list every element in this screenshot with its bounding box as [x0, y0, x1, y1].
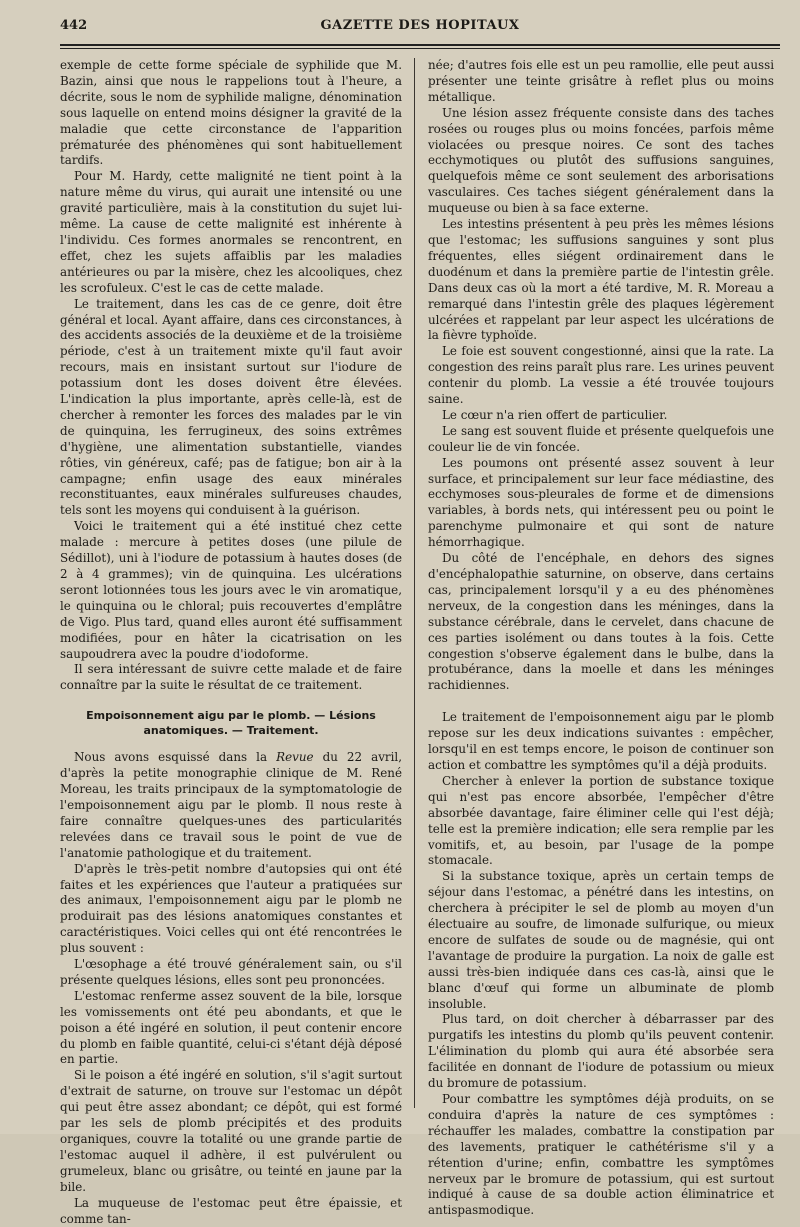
page-header [60, 18, 780, 40]
paragraph: Une lésion assez fréquente consiste dans des taches rosées ou rouges plus ou moins foncées, parfois même violacées ou presque noires. Ce sont des taches ecchymotiques ou plutôt des suffusions sanguines, quelquefois même ce sont seulement des arborisations vasculaires. Ces taches siégent généralement dans la muqueuse ou bien à sa face externe. [428, 105, 774, 216]
header-rule [60, 44, 780, 46]
paragraph: L'œsophage a été trouvé généralement sain, ou s'il présente quelques lésions, elles sont peu prononcées. [60, 957, 402, 987]
paragraph: L'estomac renferme assez souvent de la bile, lorsque les vomissements ont été peu abondants, et que le poison a été ingéré en solution, il peut contenir encore du plomb en faible quantité, celui-ci s'étant déjà déposé en partie. [60, 988, 402, 1067]
paragraph: Si le poison a été ingéré en solution, s'il s'agit surtout d'extrait de saturne, on trouve sur l'estomac un dépôt qui peut être assez abondant; ce dépôt, qui est formé par les sels de plomb précipités et des produits organiques, couvre la totalité ou une grande partie de l'estomac auquel il adhère, il est pulvérulent ou grumeleux, blanc ou grisâtre, ou teinté en jaune par la bile. [60, 1068, 402, 1194]
running-title: GAZETTE DES HOPITAUX [320, 18, 520, 33]
paragraph: Il sera intéressant de suivre cette malade et de faire connaître par la suite le résultat de ce traitement. [60, 662, 402, 693]
header-rule-thin [60, 48, 780, 49]
paragraph: La muqueuse de l'estomac peut être épaissie, et comme tan- [60, 1195, 402, 1226]
paragraph: Chercher à enlever la portion de substance toxique qui n'est pas encore absorbée, l'empêcher d'être absorbée davantage, faire éliminer celle qui l'est déjà; telle est la première indication; elle sera remplie par les vomitifs, et, au besoin, par l'usage de la pompe stomacale. [428, 773, 774, 868]
paragraph-text: Nous avons esquissé dans la [74, 750, 277, 765]
paragraph: Le traitement, dans les cas de ce genre, doit être général et local. Ayant affaire, dans ces circonstances, à des accidents associés de la deuxième et de la troisième période, c'est à un traitement mixte qu'il faut avoir recours, mais en insistant surtout sur l'iodure de potassium dont les doses doivent être élevées. L'indication la plus importante, après celle-là, est de chercher à remonter les forces des malades par le vin de quinquina, les ferrugineux, des soins extrêmes d'hygiène, une alimentation substantielle, viandes rôties, vin généreux, café; pas de fatigue; bon air à la campagne; enfin usage des eaux minérales reconstituantes, eaux minérales sulfureuses chaudes, tels sont les moyens qui conduisent à la guérison. [60, 296, 402, 518]
paragraph-gap [428, 694, 774, 710]
right-column [428, 58, 774, 1219]
paragraph: D'après le très-petit nombre d'autopsies qui ont été faites et les expériences que l'auteur a pratiquées sur des animaux, l'empoisonnement aigu par le plomb ne produirait pas des lésions anatomiques constantes et caractéristiques. Voici celles qui ont été rencontrées le plus souvent : [60, 861, 402, 956]
paragraph: Si la substance toxique, après un certain temps de séjour dans l'estomac, a pénétré dans les intestins, on cherchera à précipiter le sel de plomb au moyen d'un électuaire au soufre, de limonade sulfurique, ou mieux encore de sulfates de soude ou de magnésie, qui ont l'avantage de produire la purgation. La noix de galle est aussi très-bien indiquée dans ces cas-là, ainsi que le blanc d'œuf qui forme un albuminate de plomb insoluble. [428, 869, 774, 1011]
paragraph: Les intestins présentent à peu près les mêmes lésions que l'estomac; les suffusions sanguines y sont plus fréquentes, elles siégent ordinairement dans le duodénum et dans la première partie de l'intestin grêle. Dans deux cas où la mort a été tardive, M. R. Moreau a remarqué dans l'intestin grêle des plaques légèrement ulcérées et rappelant par leur aspect les ulcérations de la fièvre typhoïde. [428, 217, 774, 343]
paragraph: Le sang est souvent fluide et présente quelquefois une couleur lie de vin foncée. [428, 423, 774, 454]
paragraph: Les poumons ont présenté assez souvent à leur surface, et principalement sur leur face médiastine, des ecchymoses sous-pleurales de forme et de dimensions variables, à bords nets, qui intéressent peu ou point le parenchyme pulmonaire et qui sont de nature hémorrhagique. [428, 455, 774, 550]
paragraph: Pour M. Hardy, cette malignité ne tient point à la nature même du virus, qui aurait une intensité ou une gravité particulière, mais à la constitution du sujet lui-même. La cause de cette malignité est inhérente à l'individu. Ces formes anormales se rencontrent, en effet, chez les sujets affaiblis par les maladies antérieures ou par la misère, chez les alcooliques, chez les scrofuleux. C'est le cas de cette malade. [60, 169, 402, 295]
page-number: 442 [60, 18, 88, 33]
journal-name: Revue [276, 750, 314, 765]
paragraph: Voici le traitement qui a été institué chez cette malade : mercure à petites doses (une pilule de Sédillot), uni à l'iodure de potassium à hautes doses (de 2 à 4 grammes); vin de quinquina. Les ulcérations seront lotionnées tous les jours avec le vin aromatique, le quinquina ou le chloral; puis recouvertes d'emplâtre de Vigo. Plus tard, quand elles auront été suffisamment modifiées, pour en hâter la cicatrisation on les saupoudrera avec la poudre d'iodoforme. [60, 519, 402, 661]
column-divider [414, 58, 415, 1108]
paragraph: Le foie est souvent congestionné, ainsi que la rate. La congestion des reins paraît plus rare. Les urines peuvent contenir du plomb. La vessie a été trouvée toujours saine. [428, 344, 774, 407]
paragraph: Du côté de l'encéphale, en dehors des signes d'encéphalopathie saturnine, on observe, dans certains cas, principalement lorsqu'il y a eu des phénomènes nerveux, de la congestion dans les méninges, dans la substance cérébrale, dans le cervelet, dans chacune de ces parties isolément ou dans toutes à la fois. Cette congestion s'observe également dans le bulbe, dans la protubérance, dans la moelle et dans les méninges rachidiennes. [428, 551, 774, 693]
paragraph: Le cœur n'a rien offert de particulier. [442, 407, 668, 422]
paragraph [60, 750, 402, 861]
paragraph: Plus tard, on doit chercher à débarrasser par des purgatifs les intestins du plomb qu'ils peuvent contenir. L'élimination du plomb qui aura été absorbée sera facilitée en donnant de l'iodure de potassium ou mieux du bromure de potassium. [428, 1012, 774, 1091]
paragraph: née; d'autres fois elle est un peu ramollie, elle peut aussi présenter une teinte grisâtre à reflet plus ou moins métallique. [428, 58, 774, 104]
paragraph-text: du 22 avril, d'après la petite monographie clinique de M. René Moreau, les traits principaux de la symptomatologie de l'empoisonnement aigu par le plomb. Il nous reste à faire connaître quelques-unes des particularités relevées dans ce travail sous le point de vue de l'anatomie pathologique et du traitement. [60, 750, 402, 860]
section-heading-line-2: anatomiques. — Traitement. [143, 724, 319, 738]
left-column [60, 58, 402, 1227]
paragraph: Pour combattre les symptômes déjà produits, on se conduira d'après la nature de ces symptômes : réchauffer les malades, combattre la constipation par des lavements, pratiquer le cathétérisme s'il y a rétention d'urine; enfin, combattre les symptômes nerveux par le bromure de potassium, qui est surtout indiqué à cause de sa double action éliminatrice et antispasmodique. [428, 1092, 774, 1218]
paragraph: Le traitement de l'empoisonnement aigu par le plomb repose sur les deux indications suivantes : empêcher, lorsqu'il en est temps encore, le poison de continuer son action et combattre les symptômes qu'il a déjà produits. [428, 710, 774, 772]
section-heading-line-1: Empoisonnement aigu par le plomb. — Lésions [86, 709, 376, 723]
paragraph: exemple de cette forme spéciale de syphilide que M. Bazin, ainsi que nous le rappelions tout à l'heure, a décrite, sous le nom de syphilide maligne, dénomination sous laquelle on entend moins désigner la gravité de la maladie que cette circonstance de l'apparition prématurée des phénomènes qui sont habituellement tardifs. [60, 58, 402, 168]
section-heading [60, 708, 402, 738]
